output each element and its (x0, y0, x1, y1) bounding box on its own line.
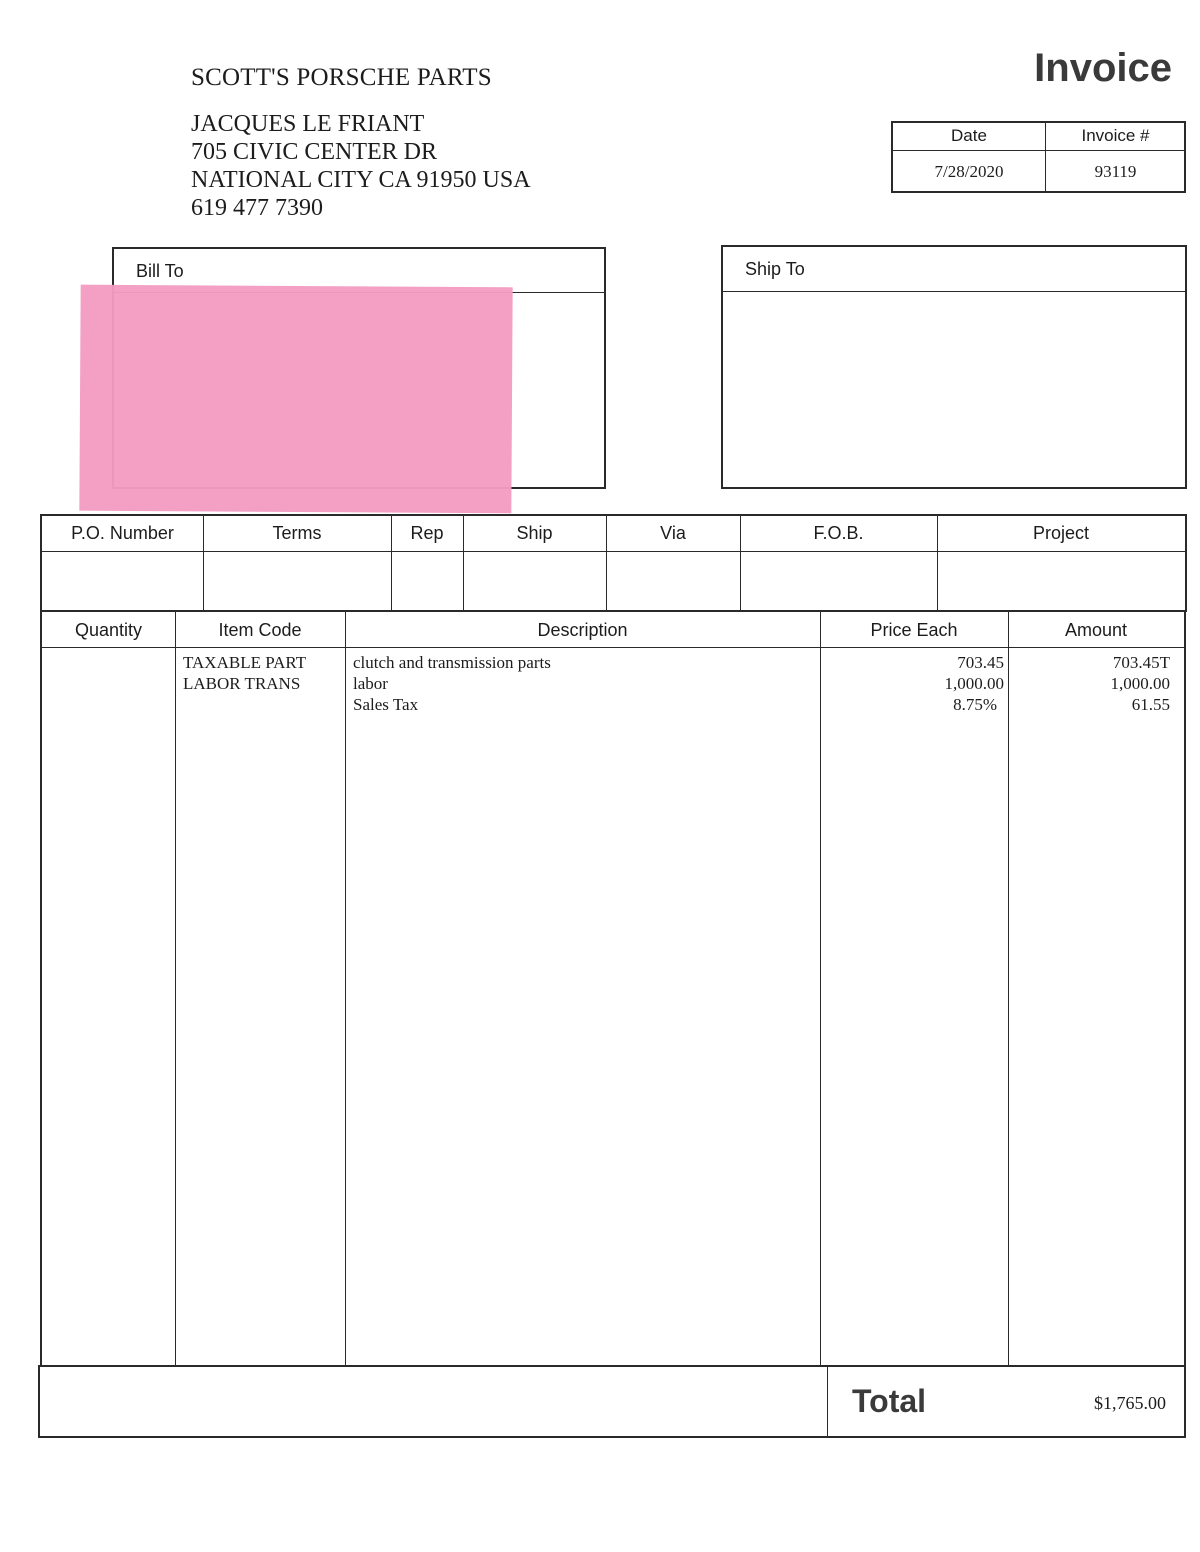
bill-to-label: Bill To (136, 261, 184, 281)
order-info-table (40, 514, 1187, 612)
item-code-cell: TAXABLE PART (183, 653, 307, 672)
fob-header: F.O.B. (813, 523, 864, 543)
price-each-cell: 8.75% (953, 695, 997, 714)
invoice-number-value: 93119 (1094, 162, 1137, 181)
invoice-info-box (891, 121, 1186, 193)
invoice-number-label: Invoice # (1081, 126, 1150, 145)
price-each-cell: 1,000.00 (944, 674, 1004, 693)
total-value: $1,765.00 (1094, 1393, 1166, 1413)
total-label: Total (852, 1383, 927, 1419)
date-label: Date (951, 126, 987, 145)
ship-to-label: Ship To (745, 259, 805, 279)
price-each-header: Price Each (870, 620, 958, 640)
date-value: 7/28/2020 (934, 162, 1004, 181)
address-line-2: 705 CIVIC CENTER DR (191, 139, 437, 165)
item-code-cell: LABOR TRANS (183, 674, 301, 693)
description-cell: Sales Tax (353, 695, 419, 714)
page-title: Invoice (1034, 46, 1172, 90)
company-name: SCOTT'S PORSCHE PARTS (191, 64, 492, 91)
price-each-cell: 703.45 (957, 653, 1004, 672)
ship-header: Ship (516, 523, 553, 543)
address-line-3: NATIONAL CITY CA 91950 USA (191, 167, 531, 193)
description-header: Description (537, 620, 628, 640)
amount-cell: 703.45T (1112, 653, 1170, 672)
quantity-header: Quantity (74, 620, 143, 640)
amount-cell: 1,000.00 (1110, 674, 1170, 693)
phone-line: 619 477 7390 (191, 195, 323, 221)
description-cell: labor (353, 674, 388, 693)
amount-header: Amount (1064, 620, 1128, 640)
redaction-overlay (79, 285, 512, 514)
address-line-1: JACQUES LE FRIANT (191, 111, 425, 137)
po-number-header: P.O. Number (71, 523, 174, 543)
via-header: Via (660, 523, 686, 543)
total-row (38, 1365, 1186, 1438)
project-header: Project (1032, 523, 1090, 543)
rep-header: Rep (410, 523, 444, 543)
item-code-header: Item Code (218, 620, 302, 640)
description-cell: clutch and transmission parts (353, 653, 551, 672)
ship-to-box (721, 245, 1187, 489)
terms-header: Terms (272, 523, 322, 543)
line-items-table (40, 612, 1186, 1367)
amount-cell: 61.55 (1131, 695, 1170, 714)
